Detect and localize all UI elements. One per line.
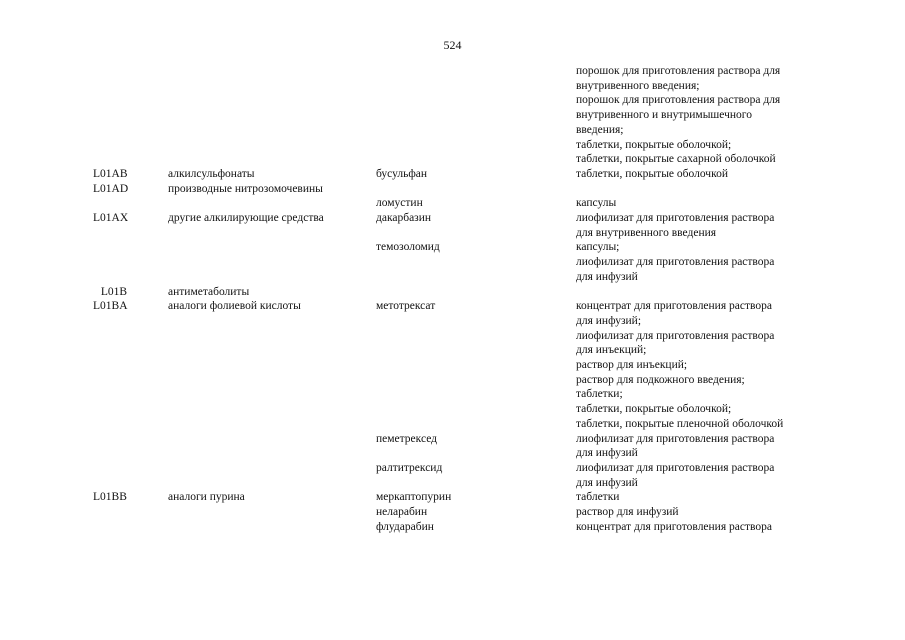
atc-code: L01B xyxy=(100,285,128,298)
table-row xyxy=(0,285,905,300)
table-row xyxy=(0,270,905,285)
atc-code: L01AD xyxy=(93,182,129,195)
table-row xyxy=(0,79,905,94)
dosage-form: капсулы xyxy=(576,197,617,210)
drug-name: бусульфан xyxy=(376,167,428,180)
dosage-form: для инфузий xyxy=(576,447,638,460)
dosage-form: лиофилизат для приготовления раствора xyxy=(576,212,775,224)
dosage-form: таблетки, покрытые пленочной оболочкой xyxy=(576,417,784,430)
anatomical-group: аналоги пурина xyxy=(168,491,245,504)
table-row xyxy=(0,373,905,388)
dosage-form: введения; xyxy=(576,123,624,136)
anatomical-group: производные нитрозомочевины xyxy=(168,182,323,195)
dosage-form: таблетки, покрытые оболочкой xyxy=(576,167,728,180)
dosage-form: таблетки xyxy=(576,491,620,504)
table-row xyxy=(0,402,905,417)
table-row xyxy=(0,343,905,358)
drug-name: метотрексат xyxy=(376,300,436,313)
table-row xyxy=(0,196,905,211)
table-row xyxy=(0,520,905,535)
dosage-form: таблетки; xyxy=(576,388,623,401)
table-row xyxy=(0,476,905,491)
dosage-form: для инфузий; xyxy=(576,314,642,327)
table-row xyxy=(0,255,905,270)
dosage-form: капсулы; xyxy=(576,241,620,254)
dosage-form: порошок для приготовления раствора для xyxy=(576,65,781,77)
dosage-form: для внутривенного введения xyxy=(576,226,717,239)
dosage-form: концентрат для приготовления раствора xyxy=(576,520,772,533)
dosage-form: лиофилизат для приготовления раствора xyxy=(576,432,775,445)
atc-code: L01BB xyxy=(93,491,127,504)
drug-name: ралтитрексид xyxy=(376,461,443,474)
table-row xyxy=(0,93,905,108)
anatomical-group: алкилсульфонаты xyxy=(168,167,255,180)
dosage-form: внутривенного введения; xyxy=(576,79,700,92)
drug-name: пеметрексед xyxy=(376,432,438,445)
dosage-form: таблетки, покрытые оболочкой; xyxy=(576,138,732,151)
anatomical-group: другие алкилирующие средства xyxy=(168,212,324,224)
table-row xyxy=(0,152,905,167)
table-row xyxy=(0,108,905,123)
table-row xyxy=(0,226,905,241)
table-row xyxy=(0,123,905,138)
table-row xyxy=(0,446,905,461)
dosage-form: таблетки, покрытые оболочкой; xyxy=(576,403,732,416)
table-row xyxy=(0,314,905,329)
table-row xyxy=(0,167,905,182)
dosage-form: для инфузий xyxy=(576,270,638,283)
drug-name: темозоломид xyxy=(376,241,440,254)
dosage-form: концентрат для приготовления раствора xyxy=(576,300,772,313)
drug-name: меркаптопурин xyxy=(376,491,452,504)
dosage-form: таблетки, покрытые сахарной оболочкой xyxy=(576,153,776,166)
dosage-form: для инъекций; xyxy=(576,344,647,357)
table-row xyxy=(0,432,905,447)
drug-name: ломустин xyxy=(376,197,423,210)
table-row xyxy=(0,64,905,79)
table-row xyxy=(0,329,905,344)
table-row xyxy=(0,138,905,153)
table-row xyxy=(0,461,905,476)
anatomical-group: антиметаболиты xyxy=(168,285,250,298)
dosage-form: для инфузий xyxy=(576,476,638,489)
table-row xyxy=(0,211,905,226)
table-row xyxy=(0,417,905,432)
table-row xyxy=(0,240,905,255)
dosage-form: порошок для приготовления раствора для xyxy=(576,94,781,107)
table-row xyxy=(0,387,905,402)
table-row xyxy=(0,299,905,314)
atc-code: L01AB xyxy=(93,167,128,180)
dosage-form: раствор для инъекций; xyxy=(576,359,688,371)
drug-name: флударабин xyxy=(376,520,434,533)
table-row xyxy=(0,490,905,505)
drug-name: неларабин xyxy=(376,506,428,518)
atc-code: L01BA xyxy=(93,300,128,313)
table-row xyxy=(0,505,905,520)
dosage-form: внутривенного и внутримышечного xyxy=(576,109,752,122)
table-row xyxy=(0,182,905,197)
dosage-form: раствор для подкожного введения; xyxy=(576,373,745,386)
drug-name: дакарбазин xyxy=(376,212,432,224)
atc-code: L01AX xyxy=(93,212,129,224)
table-row xyxy=(0,358,905,373)
dosage-form: раствор для инфузий xyxy=(576,506,679,518)
dosage-form: лиофилизат для приготовления раствора xyxy=(576,461,775,474)
dosage-form: лиофилизат для приготовления раствора xyxy=(576,329,775,342)
anatomical-group: аналоги фолиевой кислоты xyxy=(168,300,301,313)
page-number: 524 xyxy=(443,38,462,52)
dosage-form: лиофилизат для приготовления раствора xyxy=(576,256,775,269)
